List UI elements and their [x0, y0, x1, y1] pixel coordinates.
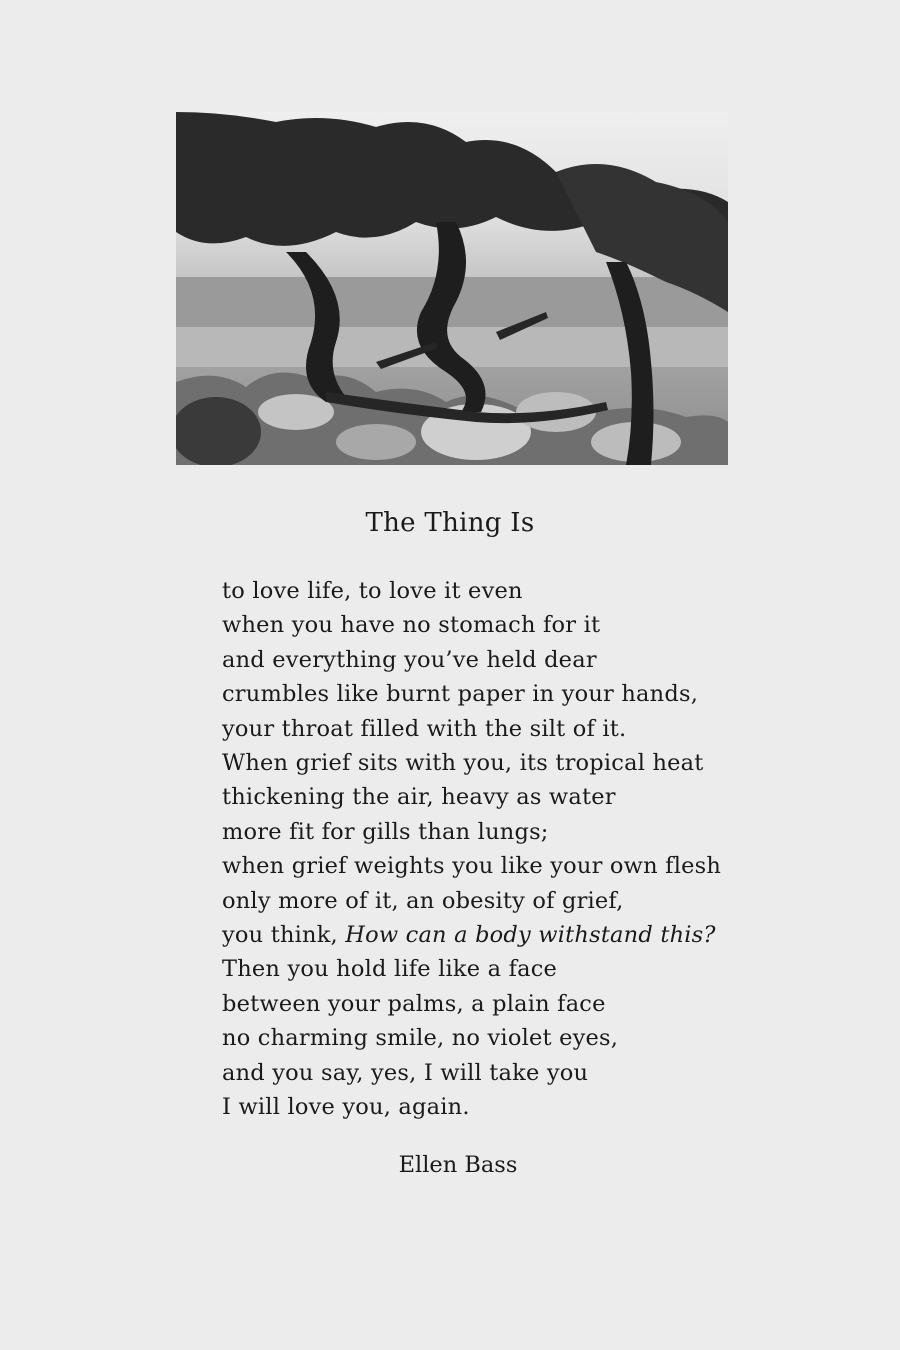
- cypress-trees-photo-icon: [176, 112, 728, 465]
- poem-line: Then you hold life like a face: [222, 956, 558, 983]
- poem-line: between your palms, a plain face: [222, 990, 606, 1017]
- poem-line: and everything you’ve held dear: [222, 646, 597, 673]
- poem-line: thickening the air, heavy as water: [222, 784, 616, 811]
- cypress-trees-photo: [176, 112, 728, 465]
- poem-line: your throat filled with the silt of it.: [222, 715, 627, 742]
- poem-line: and you say, yes, I will take you: [222, 1059, 589, 1086]
- poem-line: when grief weights you like your own flesh: [222, 853, 722, 880]
- poem-line: When grief sits with you, its tropical heat: [222, 750, 704, 777]
- poem-line: more fit for gills than lungs;: [222, 818, 549, 845]
- poem-title: The Thing Is: [365, 508, 535, 538]
- poem-line: I will love you, again.: [222, 1094, 470, 1121]
- poem-line: only more of it, an obesity of grief,: [222, 887, 624, 914]
- poem-line: [222, 918, 822, 952]
- poem-line: crumbles like burnt paper in your hands,: [222, 681, 699, 708]
- poem-body: [222, 574, 822, 1125]
- poem-line-italic: How can a body withstand this?: [345, 922, 716, 949]
- poem-author: Ellen Bass: [398, 1152, 518, 1178]
- poem-line: no charming smile, no violet eyes,: [222, 1025, 619, 1052]
- poem-line-plain: you think,: [222, 922, 346, 949]
- poem-line: to love life, to love it even: [222, 578, 523, 604]
- poem-line: when you have no stomach for it: [222, 612, 601, 639]
